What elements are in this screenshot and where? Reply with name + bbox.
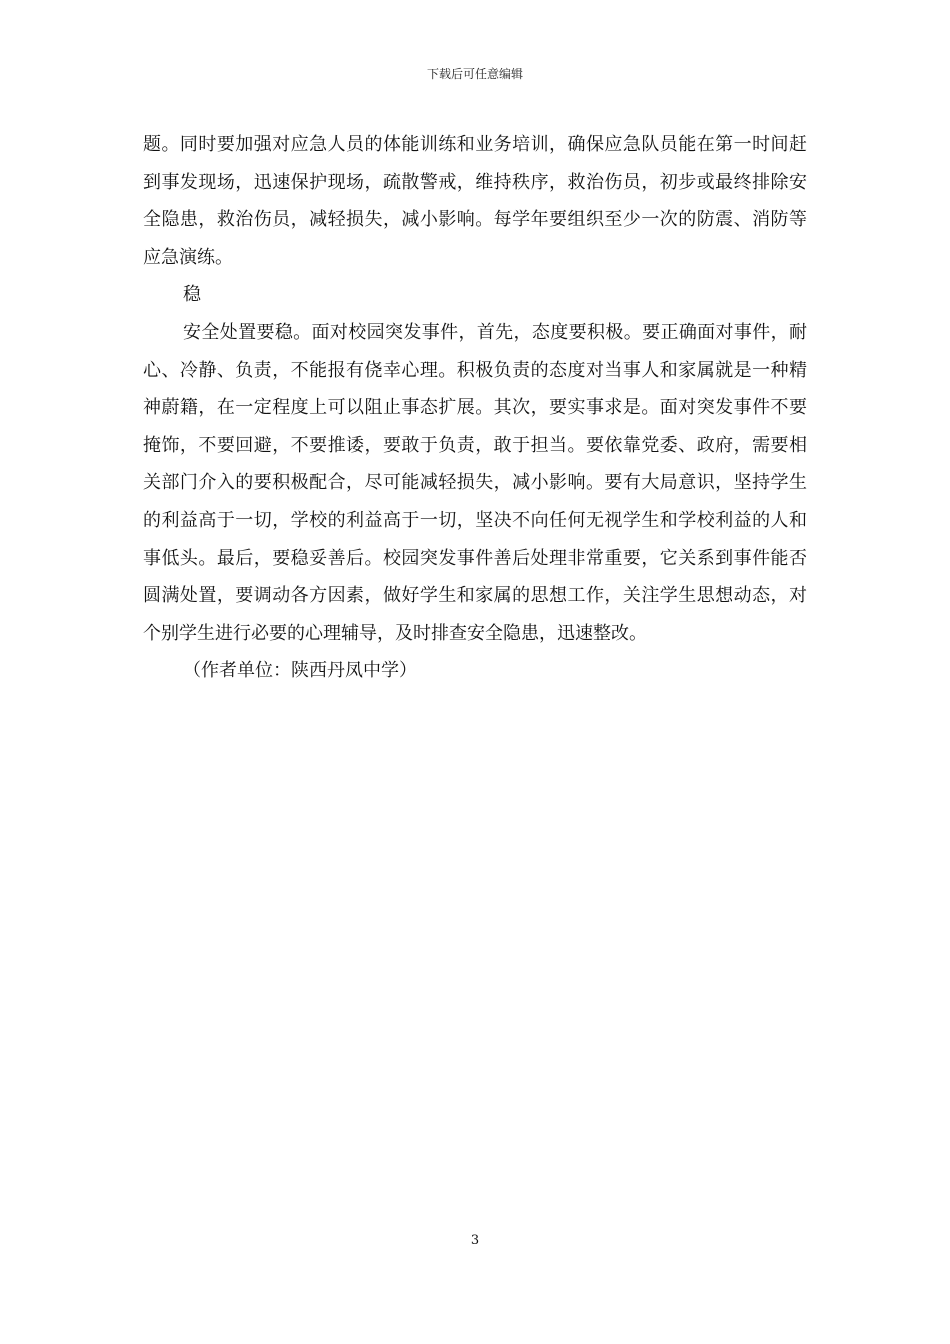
page-header: 下载后可任意编辑 (426, 67, 523, 81)
author-unit: （作者单位：陕西丹凤中学） (183, 660, 417, 682)
paragraph-main: 安全处置要稳。面对校园突发事件，首先，态度要积极。要正确面对事件，耐心、冷静、负责，不能报有侥幸心理。积极负责的态度对当事人和家属就是一种精神蔚籍，在一定程度上可以阻止事态扩展。其次，要实事求是。面对突发事件不要掩饰，不要回避，不要推诿，要敢于负责，敢于担当。要依靠党委、政府，需要相关部门介入的要积极配合，尽可能减轻损失，减小影响。要有大局意识，坚持学生的利益高于一切，学校的利益高于一切，坚决不向任何无视学生和学校利益的人和事低头。最后，要稳妥善后。校园突发事件善后处理非常重要，它关系到事件能否圆满处置，要调动各方因素，做好学生和家属的思想工作，关注学生思想动态，对个别学生进行必要的心理辅导，及时排查安全隐患，迅速整改。 (143, 321, 807, 644)
paragraph-continued: 题。同时要加强对应急人员的体能训练和业务培训，确保应急队员能在第一时间赶到事发现场，迅速保护现场，疏散警戒，维持秩序，救治伤员，初步或最终排除安全隐患，救治伤员，减轻损失，减小影响。每学年要组织至少一次的防震、消防等应急演练。 (143, 134, 807, 268)
page-number: 3 (470, 1233, 480, 1248)
section-heading: 稳 (183, 284, 201, 306)
document-body (143, 126, 807, 690)
